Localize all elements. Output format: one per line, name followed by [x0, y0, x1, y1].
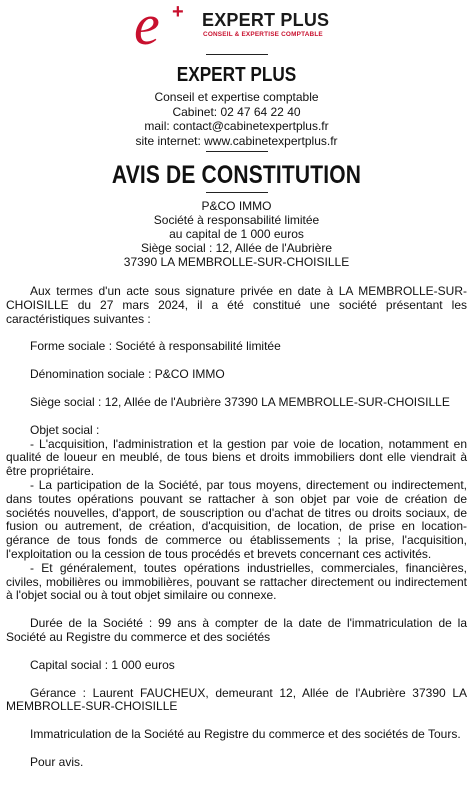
company-city: 37390 LA MEMBROLLE-SUR-CHOISILLE	[123, 255, 350, 269]
company-address: Siège social : 12, Allée de l'Aubrière	[140, 241, 333, 255]
intro-paragraph: Aux termes d'un acte sous signature privée en date à LA MEMBROLLE-SUR-CHOISILLE du 27 mars 2024, il a été constitué une société présentant les caractéristiques suivantes :	[6, 284, 467, 326]
firm-contact-block	[6, 90, 467, 148]
objet-item: - L'acquisition, l'administration et la gestion par voie de location, notamment en qualité de loueur en meublé, de tous biens et droits immobiliers dont elle viendrait à être propriétaire.	[6, 436, 467, 479]
svg-text:+: +	[172, 1, 184, 23]
objet-item: - Et généralement, toutes opérations industrielles, commerciales, financières, civiles, mobilières ou immobilières, pouvant se rattacher directement ou indirectement à l'objet social ou à tout objet similaire ou connexe.	[6, 560, 467, 603]
company-form: Société à responsabilité limitée	[153, 213, 320, 227]
capital-social: Capital social : 1 000 euros	[30, 657, 175, 672]
siege-social: Siège social : 12, Allée de l'Aubrière 37390 LA MEMBROLLE-SUR-CHOISILLE	[30, 394, 450, 409]
firm-website: site internet: www.cabinetexpertplus.fr	[135, 133, 338, 148]
e-plus-logo-mark-icon	[132, 0, 202, 50]
company-header	[6, 199, 467, 269]
divider	[206, 54, 268, 55]
duree-societe: Durée de la Société : 99 ans à compter de la date de l'immatriculation de la Société au Registre du commerce et des sociétés	[6, 616, 467, 644]
divider	[206, 151, 268, 152]
firm-email: mail: contact@cabinetexpertplus.fr	[144, 119, 329, 133]
firm-name: EXPERT PLUS	[176, 64, 297, 86]
denomination-sociale: Dénomination sociale : P&CO IMMO	[30, 367, 225, 382]
expert-plus-logo	[0, 0, 473, 50]
svg-text:e: e	[134, 0, 160, 50]
notice-body	[6, 285, 467, 770]
immatriculation: Immatriculation de la Société au Registre du commerce et des sociétés de Tours.	[30, 727, 461, 742]
firm-tagline: Conseil et expertise comptable	[154, 90, 319, 104]
logo-title: EXPERT PLUS	[202, 10, 330, 30]
company-name: P&CO IMMO	[201, 199, 272, 213]
gerance: Gérance : Laurent FAUCHEUX, demeurant 12, Allée de l'Aubrière 37390 LA MEMBROLLE-SUR-CHOISILLE	[6, 685, 467, 714]
objet-social-label: Objet social :	[30, 422, 100, 437]
firm-phone: Cabinet: 02 47 64 22 40	[172, 104, 301, 119]
logo-subtitle: CONSEIL & EXPERTISE COMPTABLE	[203, 31, 323, 38]
closing: Pour avis.	[30, 754, 84, 769]
notice-title: AVIS DE CONSTITUTION	[111, 161, 362, 189]
forme-sociale: Forme sociale : Société à responsabilité limitée	[30, 339, 281, 354]
divider	[206, 192, 268, 193]
company-capital: au capital de 1 000 euros	[169, 227, 304, 241]
objet-item: - La participation de la Société, par tous moyens, directement ou indirectement, dans toutes opérations pouvant se rattacher à son objet par voie de création de sociétés nouvelles, d'apport, de souscription ou d'achat de titres ou droits sociaux, de fusion ou autrement, de création, d'acquisition, de location, de prise en location-gérance de tous fonds de commerce ou établissements ; la prise, l'acquisition, l'exploitation ou la cession de tous procédés et brevets concernant ces activités.	[6, 477, 467, 561]
